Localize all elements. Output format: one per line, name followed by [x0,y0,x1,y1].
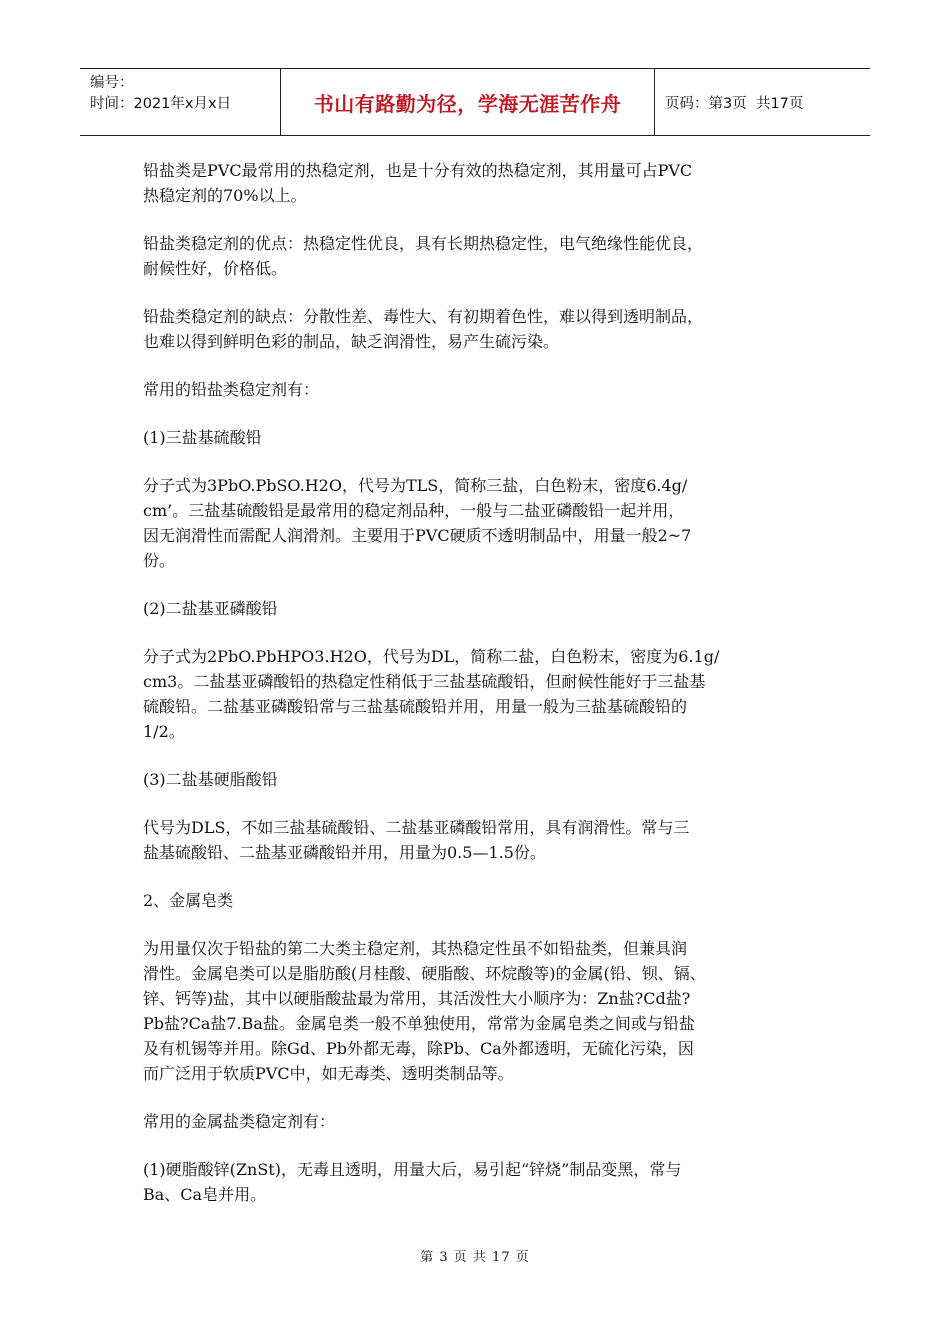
number-label: 编号： [90,75,134,91]
document-body [143,158,811,1230]
paragraph: (1)硬脂酸锌(ZnSt)，无毒且透明，用量大后，易引起“锌烧”制品变黑，常与 Ba、Ca皂并用。 [143,1160,682,1204]
paragraph: 分子式为2PbO.PbHPO3.H2O，代号为DL，简称二盐，白色粉末，密度为6.1g/ cm3。二盐基亚磷酸铅的热稳定性稍低于三盐基硫酸铅，但耐候性能好于三盐基 硫酸铅。二盐基亚磷酸铅常与三盐基硫酸铅并用，用量一般为三盐基硫酸铅的 1/2。 [143,647,720,741]
page-header [80,68,870,136]
paragraph: 为用量仅次于铅盐的第二大类主稳定剂，其热稳定性虽不如铅盐类，但兼具润 滑性。金属皂类可以是脂肪酸(月桂酸、硬脂酸、环烷酸等)的金属(铅、钡、镉、 锌、钙等)盐，其中以硬脂酸盐最为常用，其活泼性大小顺序为：Zn盐?Cd盐? Pb盐?Ca盐7.Ba盐。金属皂类一般不单独使用，常常为金属皂类之间或与铅盐 及有机锡等并用。除Gd、Pb外都无毒，除Pb、Ca外都透明，无硫化污染，因 而广泛用于软质PVC中，如无毒类、透明类制品等。 [143,939,706,1083]
paragraph: 代号为DLS，不如三盐基硫酸铅、二盐基亚磷酸铅常用，具有润滑性。常与三 盐基硫酸铅、二盐基亚磷酸铅并用，用量为0.5—1.5份。 [143,818,690,862]
paragraph: 2、金属皂类 [143,891,234,910]
header-motto: 书山有路勤为径，学海无涯苦作舟 [281,69,655,135]
paragraph: 铅盐类稳定剂的缺点：分散性差、毒性大、有初期着色性，难以得到透明制品， 也难以得到鲜明色彩的制品，缺乏润滑性，易产生硫污染。 [143,307,704,351]
paragraph: (1)三盐基硫酸铅 [143,428,262,447]
paragraph: 铅盐类稳定剂的优点：热稳定性优良，具有长期热稳定性，电气绝缘性能优良， 耐候性好，价格低。 [143,234,704,278]
paragraph: (2)二盐基亚磷酸铅 [143,599,278,618]
header-meta [80,69,281,135]
paragraph: 铅盐类是PVC最常用的热稳定剂，也是十分有效的热稳定剂，其用量可占PVC 热稳定剂的70%以上。 [143,161,693,205]
page-info-text: 页码：第3页 共17页 [665,95,804,112]
paragraph: (3)二盐基硬脂酸铅 [143,770,278,789]
page-footer: 第 3 页 共 17 页 [420,1250,530,1265]
time-label: 时间：2021年x月x日 [90,96,232,112]
paragraph: 常用的金属盐类稳定剂有： [143,1112,336,1131]
paragraph: 常用的铅盐类稳定剂有： [143,380,320,399]
header-page-info [655,69,870,135]
paragraph: 分子式为3PbO.PbSO.H2O，代号为TLS，简称三盐，白色粉末，密度6.4g/ cm’。三盐基硫酸铅是最常用的稳定剂品种，一般与二盐亚磷酸铅一起并用， 因无润滑性而需配人润滑剂。主要用于PVC硬质不透明制品中，用量一般2~7 份。 [143,476,692,570]
